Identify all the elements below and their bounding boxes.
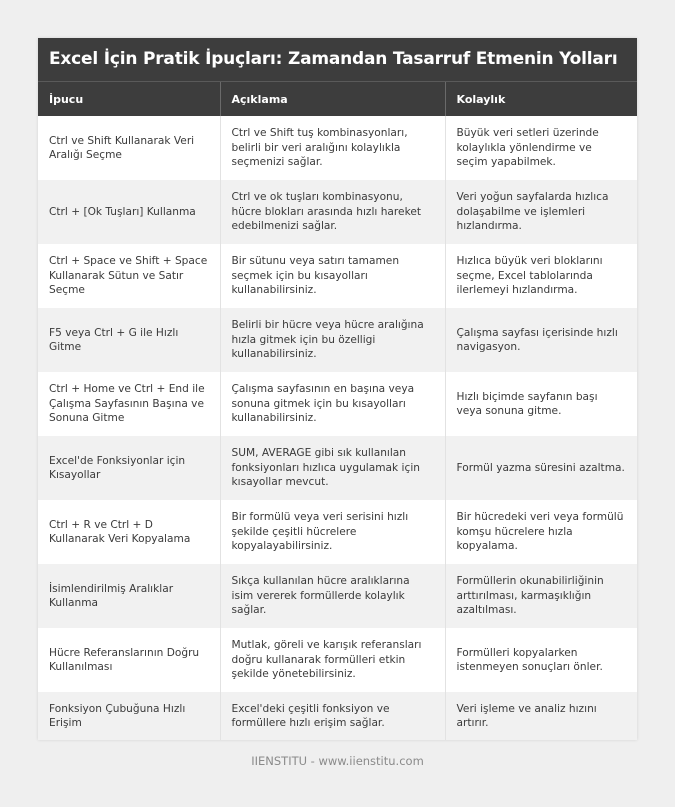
footer-credit: IIENSTITU - www.iienstitu.com — [251, 754, 424, 768]
tip-cell: Ctrl + Space ve Shift + Space Kullanarak Sütun ve Satır Seçme — [38, 244, 220, 308]
benefit-cell: Formüllerin okunabilirliğinin arttırılması, karmaşıklığın azaltılması. — [445, 564, 637, 628]
benefit-cell: Veri işleme ve analiz hızını artırır. — [445, 692, 637, 740]
description-cell: Mutlak, göreli ve karışık referansları doğru kullanarak formülleri etkin şekilde yönetebilirsiniz. — [220, 628, 445, 692]
table-row — [38, 244, 637, 308]
benefit-cell: Büyük veri setleri üzerinde kolaylıkla yönlendirme ve seçim yapabilmek. — [445, 116, 637, 180]
description-cell: SUM, AVERAGE gibi sık kullanılan fonksiyonları hızlıca uygulamak için kısayollar mevcut. — [220, 436, 445, 500]
benefit-cell: Bir hücredeki veri veya formülü komşu hücrelere hızla kopyalama. — [445, 500, 637, 564]
table-row — [38, 116, 637, 180]
tip-cell: F5 veya Ctrl + G ile Hızlı Gitme — [38, 308, 220, 372]
benefit-cell: Hızlı biçimde sayfanın başı veya sonuna gitme. — [445, 372, 637, 436]
table-row — [38, 692, 637, 740]
description-cell: Ctrl ve ok tuşları kombinasyonu, hücre blokları arasında hızlı hareket edebilmenizi sağlar. — [220, 180, 445, 244]
tips-table — [38, 81, 637, 740]
description-cell: Bir sütunu veya satırı tamamen seçmek için bu kısayolları kullanabilirsiniz. — [220, 244, 445, 308]
benefit-cell: Veri yoğun sayfalarda hızlıca dolaşabilme ve işlemleri hızlandırma. — [445, 180, 637, 244]
benefit-cell: Formül yazma süresini azaltma. — [445, 436, 637, 500]
header-description: Açıklama — [220, 82, 445, 117]
tip-cell: İsimlendirilmiş Aralıklar Kullanma — [38, 564, 220, 628]
benefit-cell: Çalışma sayfası içerisinde hızlı navigasyon. — [445, 308, 637, 372]
table-header-row — [38, 82, 637, 117]
tips-card — [38, 38, 637, 740]
benefit-cell: Hızlıca büyük veri bloklarını seçme, Excel tablolarında ilerlemeyi hızlandırma. — [445, 244, 637, 308]
table-row — [38, 372, 637, 436]
description-cell: Belirli bir hücre veya hücre aralığına hızla gitmek için bu özelligi kullanabilirsiniz. — [220, 308, 445, 372]
description-cell: Sıkça kullanılan hücre aralıklarına isim vererek formüllerde kolaylık sağlar. — [220, 564, 445, 628]
header-benefit: Kolaylık — [445, 82, 637, 117]
page-title: Excel İçin Pratik İpuçları: Zamandan Tasarruf Etmenin Yolları — [38, 38, 637, 81]
tip-cell: Excel'de Fonksiyonlar için Kısayollar — [38, 436, 220, 500]
tip-cell: Ctrl + Home ve Ctrl + End ile Çalışma Sayfasının Başına ve Sonuna Gitme — [38, 372, 220, 436]
table-row — [38, 564, 637, 628]
description-cell: Ctrl ve Shift tuş kombinasyonları, belirli bir veri aralığını kolaylıkla seçmenizi sağlar. — [220, 116, 445, 180]
description-cell: Bir formülü veya veri serisini hızlı şekilde çeşitli hücrelere kopyalayabilirsiniz. — [220, 500, 445, 564]
tip-cell: Fonksiyon Çubuğuna Hızlı Erişim — [38, 692, 220, 740]
description-cell: Excel'deki çeşitli fonksiyon ve formüllere hızlı erişim sağlar. — [220, 692, 445, 740]
tip-cell: Ctrl ve Shift Kullanarak Veri Aralığı Seçme — [38, 116, 220, 180]
benefit-cell: Formülleri kopyalarken istenmeyen sonuçları önler. — [445, 628, 637, 692]
table-row — [38, 180, 637, 244]
tip-cell: Hücre Referanslarının Doğru Kullanılması — [38, 628, 220, 692]
table-row — [38, 628, 637, 692]
tip-cell: Ctrl + [Ok Tuşları] Kullanma — [38, 180, 220, 244]
table-row — [38, 436, 637, 500]
table-row — [38, 308, 637, 372]
tip-cell: Ctrl + R ve Ctrl + D Kullanarak Veri Kopyalama — [38, 500, 220, 564]
table-row — [38, 500, 637, 564]
description-cell: Çalışma sayfasının en başına veya sonuna gitmek için bu kısayolları kullanabilirsiniz. — [220, 372, 445, 436]
header-tip: İpucu — [38, 82, 220, 117]
